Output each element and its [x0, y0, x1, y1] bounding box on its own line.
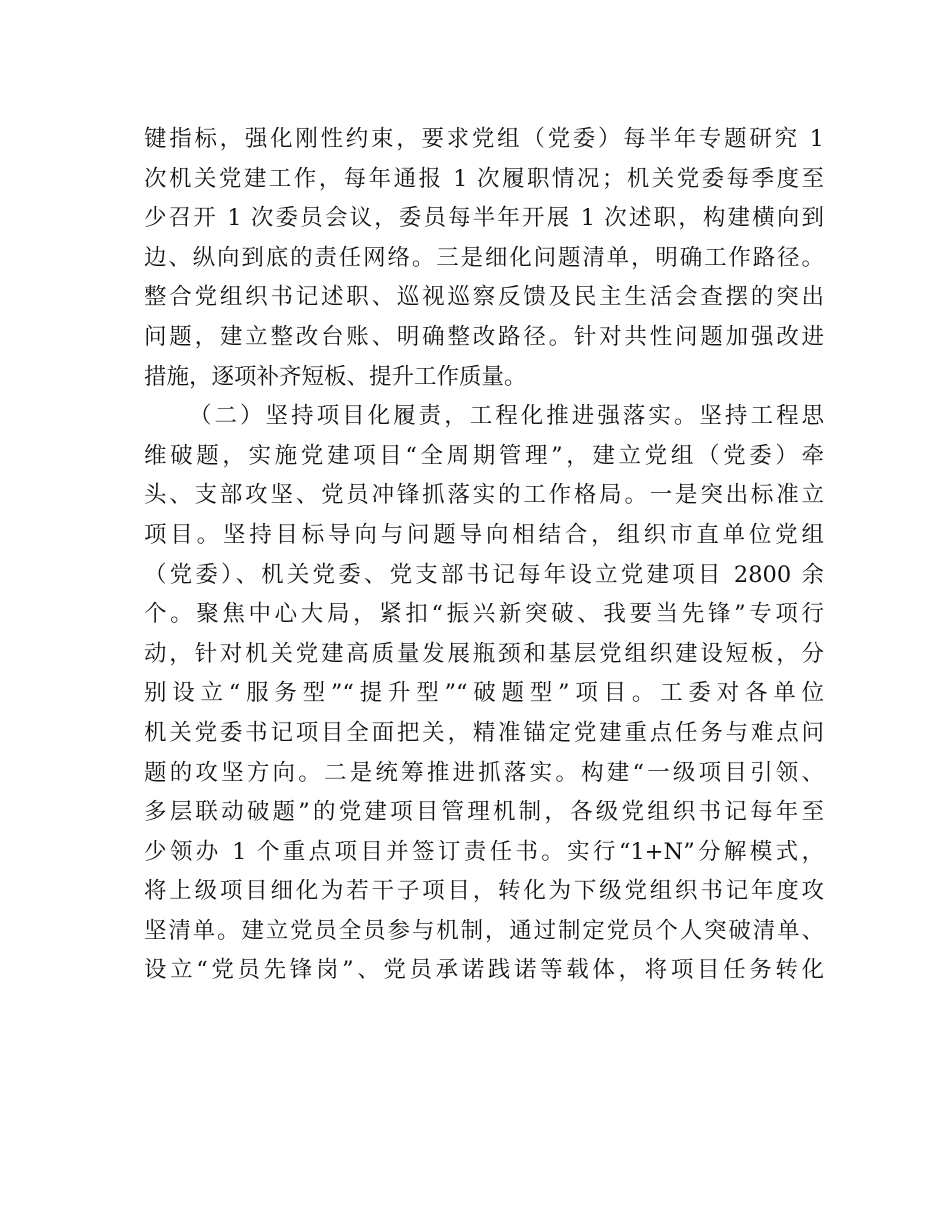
text-line: 边、纵向到底的责任网络。三是细化问题清单，明确工作路径。	[144, 244, 824, 271]
text-line: 设立“党员先锋岗”、党员承诺践诺等载体，将项目任务转化	[144, 957, 824, 984]
text-line: （党委）、机关党委、党支部书记每年设立党建项目 2800 余	[144, 561, 824, 588]
text-line: 动，针对机关党建高质量发展瓶颈和基层党组织建设短板，分	[144, 640, 824, 667]
text-line: 少领办 1 个重点项目并签订责任书。实行“1+N”分解模式，	[144, 838, 824, 865]
text-line: 问题，建立整改台账、明确整改路径。针对共性问题加强改进	[144, 323, 824, 350]
text-line: 机关党委书记项目全面把关，精准锚定党建重点任务与难点问	[144, 719, 824, 746]
text-line: 键指标，强化刚性约束，要求党组（党委）每半年专题研究 1	[144, 126, 824, 152]
section-heading-line: （二）坚持项目化履责，工程化推进强落实。坚持工程思	[189, 403, 824, 430]
text-line: 多层联动破题”的党建项目管理机制，各级党组织书记每年至	[144, 799, 824, 826]
text-line: 别设立“服务型”“提升型”“破题型”项目。工委对各单位	[144, 680, 824, 707]
text-line: 头、支部攻坚、党员冲锋抓落实的工作格局。一是突出标准立	[144, 482, 824, 509]
text-line: 坚清单。建立党员全员参与机制，通过制定党员个人突破清单、	[144, 917, 824, 944]
body-text	[144, 120, 824, 991]
text-line: 次机关党建工作，每年通报 1 次履职情况；机关党委每季度至	[144, 165, 824, 192]
text-line: 整合党组织书记述职、巡视巡察反馈及民主生活会查摆的突出	[144, 284, 824, 311]
text-line: 题的攻坚方向。二是统筹推进抓落实。构建“一级项目引领、	[144, 759, 824, 786]
text-line: 少召开 1 次委员会议，委员每半年开展 1 次述职，构建横向到	[144, 205, 824, 232]
text-line: 措施，逐项补齐短板、提升工作质量。	[144, 363, 527, 390]
text-line: 项目。坚持目标导向与问题导向相结合，组织市直单位党组	[144, 521, 824, 548]
text-line: 个。聚焦中心大局，紧扣“振兴新突破、我要当先锋”专项行	[144, 601, 824, 628]
text-line: 将上级项目细化为若干子项目，转化为下级党组织书记年度攻	[144, 878, 824, 905]
text-line: 维破题，实施党建项目“全周期管理”，建立党组（党委）牵	[144, 442, 824, 469]
